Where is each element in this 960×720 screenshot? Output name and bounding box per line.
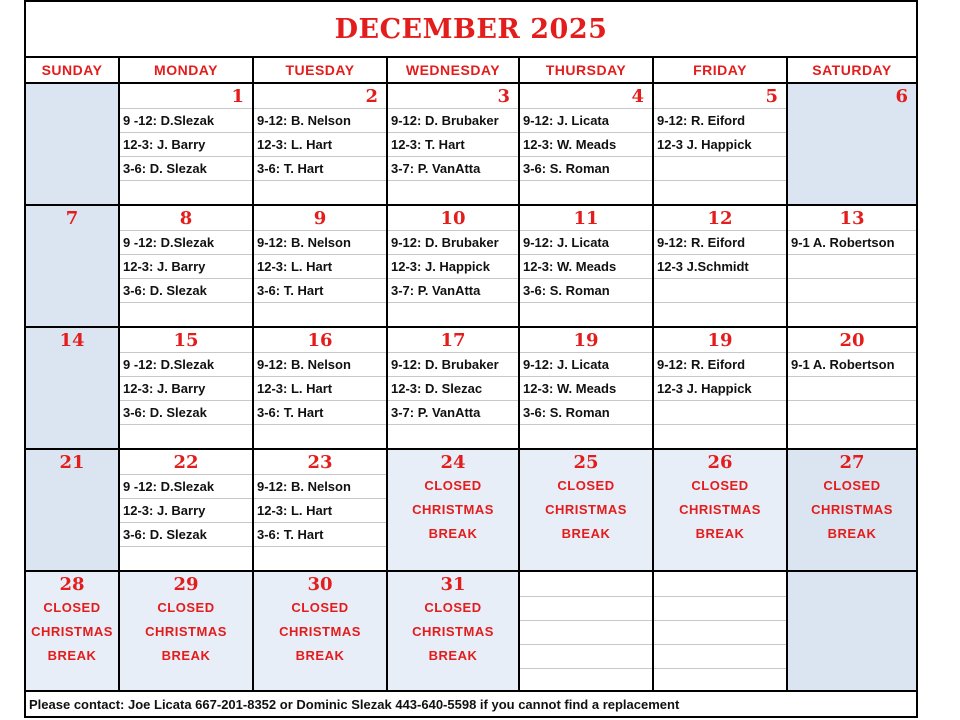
shift-entry <box>254 302 386 326</box>
day-number: 4 <box>631 86 644 107</box>
shift-entry <box>654 180 786 204</box>
shift-entry: 3-6: T. Hart <box>254 522 386 546</box>
shift-entry: 3-6: D. Slezak <box>120 400 252 424</box>
day-cell <box>388 328 520 448</box>
day-number: 2 <box>365 86 378 107</box>
shift-entry <box>654 156 786 180</box>
day-number: 26 <box>707 452 733 473</box>
closed-text: CLOSED <box>291 600 349 615</box>
day-number: 12 <box>707 208 733 229</box>
shift-entry: 12-3: T. Hart <box>388 132 518 156</box>
closed-notice <box>26 596 118 668</box>
shift-entry: 9-12: D. Brubaker <box>388 230 518 254</box>
day-cell <box>654 328 788 448</box>
shift-entry: 12-3: L. Hart <box>254 254 386 278</box>
day-cell <box>254 206 388 326</box>
shift-entry: 12-3 J. Happick <box>654 132 786 156</box>
closed-notice <box>520 474 652 546</box>
shift-entry: 9-12: J. Licata <box>520 108 652 132</box>
day-cell <box>254 328 388 448</box>
shift-list <box>654 230 786 326</box>
shift-list <box>388 352 518 448</box>
shift-entry <box>254 424 386 448</box>
day-number: 19 <box>573 330 599 351</box>
closed-text: BREAK <box>428 526 478 541</box>
shift-list <box>388 230 518 326</box>
closed-text: CHRISTMAS <box>31 624 113 639</box>
shift-entry: 9 -12: D.Slezak <box>120 352 252 376</box>
day-cell <box>120 328 254 448</box>
day-number: 17 <box>440 330 466 351</box>
shift-entry: 9 -12: D.Slezak <box>120 474 252 498</box>
shift-entry <box>654 302 786 326</box>
day-of-week-header <box>26 58 916 84</box>
shift-entry <box>520 180 652 204</box>
shift-entry <box>788 376 916 400</box>
day-number: 27 <box>839 452 865 473</box>
closed-text: CHRISTMAS <box>412 624 494 639</box>
shift-entry: 3-7: P. VanAtta <box>388 156 518 180</box>
closed-text: CHRISTMAS <box>811 502 893 517</box>
day-cell <box>26 572 120 690</box>
shift-entry: 3-7: P. VanAtta <box>388 278 518 302</box>
shift-entry: 12-3: J. Barry <box>120 132 252 156</box>
shift-entry <box>388 180 518 204</box>
shift-entry <box>520 620 652 644</box>
shift-entry: 9-12: B. Nelson <box>254 474 386 498</box>
shift-entry <box>520 644 652 668</box>
shift-list <box>520 108 652 204</box>
week-row <box>26 572 916 692</box>
shift-entry: 3-6: D. Slezak <box>120 522 252 546</box>
shift-entry: 3-6: S. Roman <box>520 278 652 302</box>
day-cell <box>654 572 788 690</box>
shift-entry <box>520 596 652 620</box>
shift-list <box>654 108 786 204</box>
day-number: 31 <box>440 574 466 595</box>
closed-text: CHRISTMAS <box>412 502 494 517</box>
day-cell <box>120 84 254 204</box>
closed-text: BREAK <box>695 526 745 541</box>
shift-entry: 9-1 A. Robertson <box>788 352 916 376</box>
day-cell <box>788 84 916 204</box>
day-cell <box>520 450 654 570</box>
shift-list <box>520 230 652 326</box>
shift-list <box>254 108 386 204</box>
day-number: 28 <box>59 574 85 595</box>
shift-entry <box>120 424 252 448</box>
day-cell <box>254 450 388 570</box>
shift-list <box>120 230 252 326</box>
shift-list <box>120 474 252 570</box>
closed-text: CHRISTMAS <box>145 624 227 639</box>
shift-entry <box>388 302 518 326</box>
shift-list <box>654 596 786 690</box>
shift-entry: 9-12: D. Brubaker <box>388 352 518 376</box>
day-number: 5 <box>765 86 778 107</box>
day-number: 10 <box>440 208 466 229</box>
shift-entry <box>254 180 386 204</box>
shift-entry: 9-1 A. Robertson <box>788 230 916 254</box>
contact-footer: Please contact: Joe Licata 667-201-8352 or Dominic Slezak 443-640-5598 if you cannot find a replacement <box>29 696 680 712</box>
shift-entry <box>120 180 252 204</box>
day-number: 20 <box>839 330 865 351</box>
day-header-sunday: SUNDAY <box>26 58 120 82</box>
shift-entry <box>120 302 252 326</box>
closed-text: CLOSED <box>691 478 749 493</box>
shift-list <box>388 108 518 204</box>
closed-text: CLOSED <box>557 478 615 493</box>
shift-entry: 12-3 J. Happick <box>654 376 786 400</box>
closed-text: BREAK <box>161 648 211 663</box>
shift-entry <box>520 424 652 448</box>
day-cell <box>788 328 916 448</box>
day-number: 8 <box>179 208 193 229</box>
shift-list <box>254 474 386 570</box>
closed-text: CLOSED <box>823 478 881 493</box>
shift-entry <box>788 302 916 326</box>
shift-entry <box>520 302 652 326</box>
day-header-saturday: SATURDAY <box>812 62 892 78</box>
day-cell <box>120 206 254 326</box>
day-number: 29 <box>173 574 199 595</box>
shift-list <box>254 230 386 326</box>
shift-entry: 3-6: T. Hart <box>254 156 386 180</box>
shift-entry: 12-3: J. Barry <box>120 254 252 278</box>
day-cell <box>120 450 254 570</box>
week-row <box>26 450 916 572</box>
calendar-frame <box>24 0 918 718</box>
closed-text: BREAK <box>827 526 877 541</box>
shift-entry: 9 -12: D.Slezak <box>120 230 252 254</box>
day-cell <box>520 206 654 326</box>
shift-list <box>788 352 916 448</box>
shift-entry: 12-3: W. Meads <box>520 254 652 278</box>
closed-text: BREAK <box>47 648 97 663</box>
shift-entry <box>654 620 786 644</box>
week-row <box>26 328 916 450</box>
shift-list <box>120 352 252 448</box>
closed-notice <box>388 474 518 546</box>
shift-entry <box>654 596 786 620</box>
day-cell <box>520 84 654 204</box>
day-number: 25 <box>573 452 599 473</box>
shift-entry <box>788 254 916 278</box>
day-cell <box>654 84 788 204</box>
week-row <box>26 206 916 328</box>
shift-entry: 9-12: B. Nelson <box>254 108 386 132</box>
day-cell <box>254 84 388 204</box>
title-bar <box>26 2 916 58</box>
closed-notice <box>788 474 916 546</box>
day-cell <box>26 328 120 448</box>
closed-text: CHRISTMAS <box>279 624 361 639</box>
day-number: 24 <box>440 452 466 473</box>
shift-list <box>254 352 386 448</box>
shift-entry: 3-6: T. Hart <box>254 400 386 424</box>
day-header-thursday: THURSDAY <box>520 58 654 82</box>
day-cell <box>388 84 520 204</box>
day-cell <box>388 572 520 690</box>
calendar-title: DECEMBER 2025 <box>334 13 608 45</box>
shift-entry: 9 -12: D.Slezak <box>120 108 252 132</box>
closed-notice <box>120 596 252 668</box>
shift-entry: 12-3 J.Schmidt <box>654 254 786 278</box>
day-cell <box>26 84 120 204</box>
day-header-friday: FRIDAY <box>654 58 788 82</box>
shift-entry: 12-3: J. Happick <box>388 254 518 278</box>
shift-entry <box>388 424 518 448</box>
shift-entry: 3-6: S. Roman <box>520 400 652 424</box>
closed-text: CHRISTMAS <box>545 502 627 517</box>
shift-entry: 9-12: R. Eiford <box>654 108 786 132</box>
day-header-wednesday: WEDNESDAY <box>388 58 520 82</box>
day-cell <box>520 572 654 690</box>
shift-entry <box>520 668 652 690</box>
closed-notice <box>254 596 386 668</box>
shift-entry: 9-12: B. Nelson <box>254 352 386 376</box>
day-number: 30 <box>307 574 333 595</box>
shift-entry <box>788 278 916 302</box>
day-cell <box>520 328 654 448</box>
shift-list <box>654 352 786 448</box>
closed-notice <box>654 474 786 546</box>
day-number: 15 <box>173 330 199 351</box>
shift-entry <box>120 546 252 570</box>
closed-text: BREAK <box>428 648 478 663</box>
day-number: 1 <box>231 86 244 107</box>
shift-entry: 3-6: D. Slezak <box>120 156 252 180</box>
day-number: 21 <box>59 452 85 473</box>
day-cell <box>254 572 388 690</box>
shift-entry: 12-3: L. Hart <box>254 498 386 522</box>
closed-text: BREAK <box>295 648 345 663</box>
closed-text: CHRISTMAS <box>679 502 761 517</box>
closed-text: CLOSED <box>424 478 482 493</box>
shift-list <box>520 352 652 448</box>
day-number: 16 <box>307 330 333 351</box>
closed-text: BREAK <box>561 526 611 541</box>
shift-entry <box>654 424 786 448</box>
day-header-monday: MONDAY <box>120 58 254 82</box>
closed-text: CLOSED <box>424 600 482 615</box>
shift-entry: 9-12: D. Brubaker <box>388 108 518 132</box>
day-number: 11 <box>573 208 599 229</box>
shift-entry <box>788 400 916 424</box>
shift-entry <box>654 400 786 424</box>
shift-entry: 12-3: J. Barry <box>120 376 252 400</box>
shift-entry: 12-3: D. Slezac <box>388 376 518 400</box>
day-number: 14 <box>59 330 85 351</box>
day-number: 19 <box>707 330 733 351</box>
day-cell <box>654 450 788 570</box>
shift-entry: 3-7: P. VanAtta <box>388 400 518 424</box>
calendar-grid <box>26 84 916 692</box>
day-cell <box>26 450 120 570</box>
closed-text: CLOSED <box>157 600 215 615</box>
shift-entry: 3-6: S. Roman <box>520 156 652 180</box>
day-number: 3 <box>497 86 510 107</box>
shift-entry: 12-3: J. Barry <box>120 498 252 522</box>
day-cell <box>788 450 916 570</box>
shift-entry: 12-3: L. Hart <box>254 132 386 156</box>
day-cell <box>388 206 520 326</box>
day-cell <box>388 450 520 570</box>
day-number: 23 <box>307 452 333 473</box>
day-number: 22 <box>173 452 199 473</box>
shift-entry: 9-12: B. Nelson <box>254 230 386 254</box>
shift-entry: 12-3: W. Meads <box>520 376 652 400</box>
shift-list <box>520 596 652 690</box>
day-cell <box>26 206 120 326</box>
shift-entry: 9-12: J. Licata <box>520 230 652 254</box>
shift-list <box>120 108 252 204</box>
shift-entry: 3-6: T. Hart <box>254 278 386 302</box>
shift-entry <box>254 546 386 570</box>
day-cell <box>120 572 254 690</box>
closed-text: CLOSED <box>43 600 101 615</box>
day-number: 13 <box>839 208 865 229</box>
day-header-tuesday: TUESDAY <box>254 58 388 82</box>
shift-entry <box>654 668 786 690</box>
shift-entry <box>654 644 786 668</box>
day-cell <box>788 206 916 326</box>
closed-notice <box>388 596 518 668</box>
shift-entry: 12-3: L. Hart <box>254 376 386 400</box>
shift-entry: 9-12: R. Eiford <box>654 352 786 376</box>
day-number: 6 <box>895 86 908 107</box>
day-number: 9 <box>313 208 327 229</box>
shift-entry: 12-3: W. Meads <box>520 132 652 156</box>
day-cell <box>788 572 916 690</box>
day-cell <box>654 206 788 326</box>
shift-entry <box>654 278 786 302</box>
shift-entry: 9-12: R. Eiford <box>654 230 786 254</box>
week-row <box>26 84 916 206</box>
shift-entry: 9-12: J. Licata <box>520 352 652 376</box>
day-number: 7 <box>65 208 79 229</box>
shift-list <box>788 230 916 326</box>
shift-entry <box>788 424 916 448</box>
shift-entry: 3-6: D. Slezak <box>120 278 252 302</box>
